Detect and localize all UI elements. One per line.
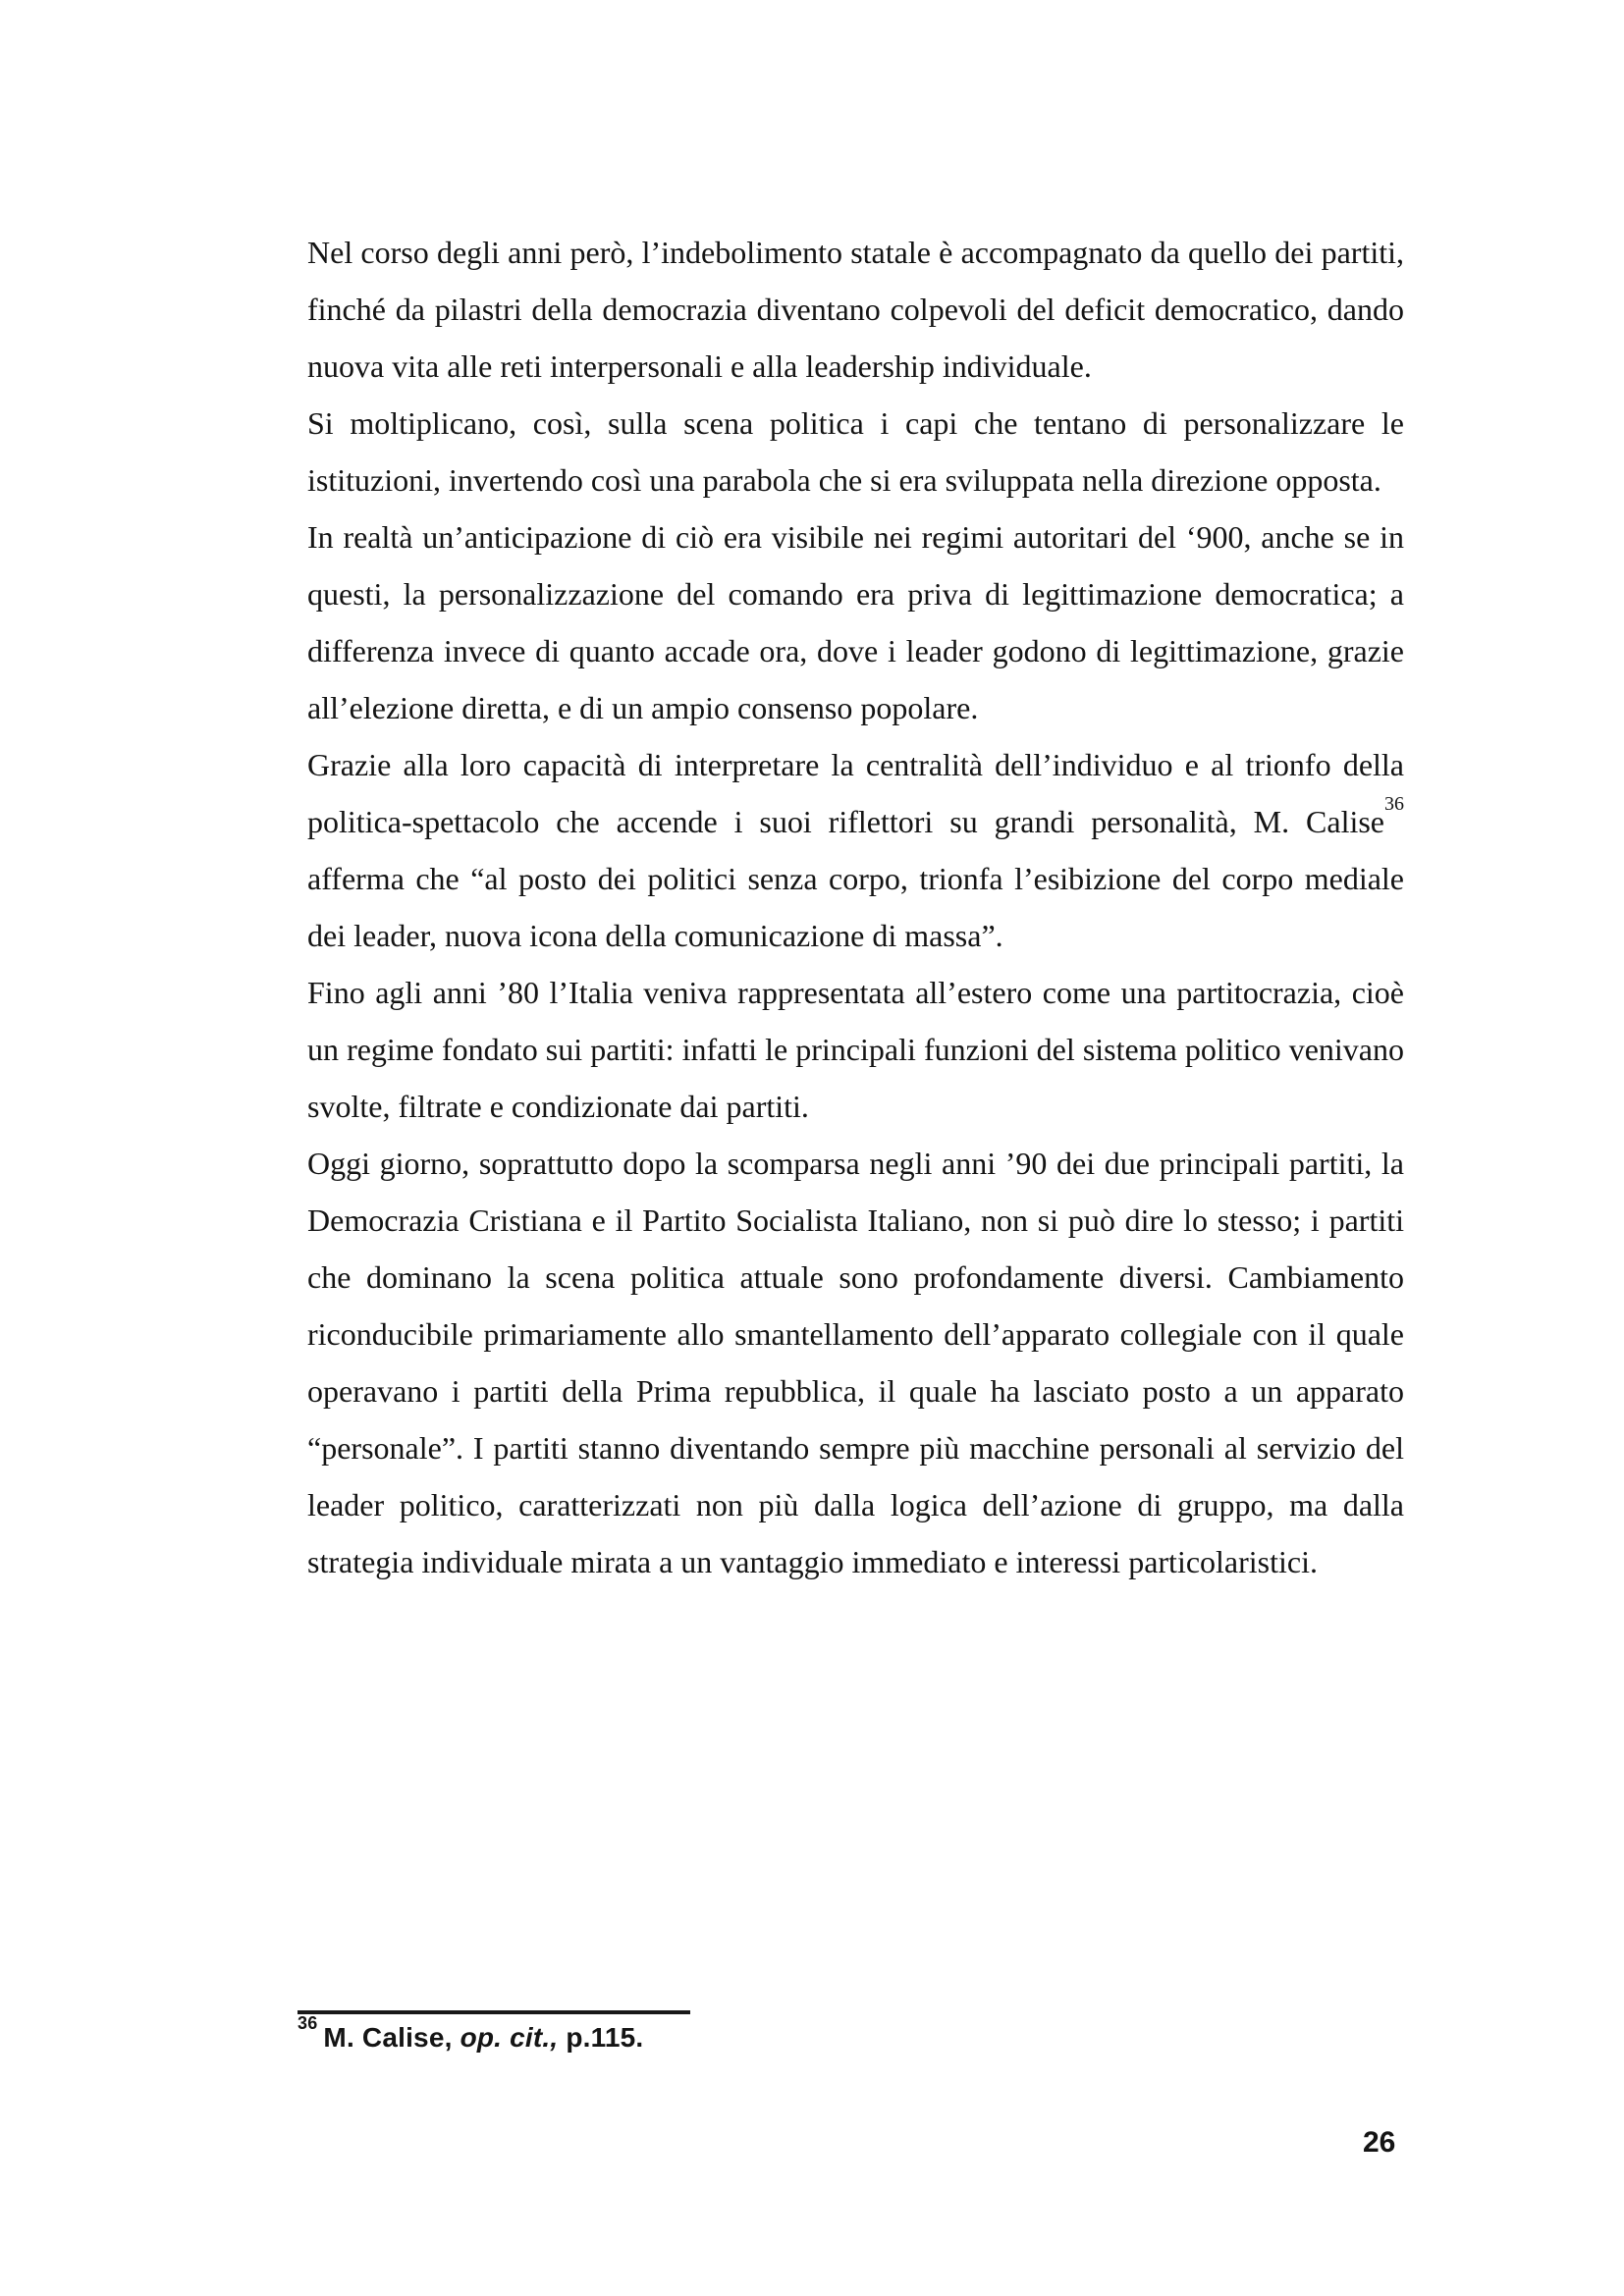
body-text-block — [307, 224, 1404, 1590]
footnote-marker: 36 — [298, 2012, 318, 2033]
footnote — [298, 2012, 690, 2054]
footnote-separator-rule — [298, 2010, 690, 2014]
paragraph: In realtà un’anticipazione di ciò era visibile nei regimi autoritari del ‘900, anche se in questi, la personalizzazione del comando era priva di legittimazione democratica; a differenza invece di quanto accade ora, dove i leader godono di legittimazione, grazie all’elezione diretta, e di un ampio consenso popolare. — [307, 519, 1404, 725]
footnote-work-italic: op. cit., — [460, 2022, 559, 2053]
page-number: 26 — [1363, 2126, 1396, 2159]
footnote-area — [298, 2010, 690, 2054]
paragraph — [307, 736, 1404, 964]
footnote-reference[interactable]: 36 — [1384, 793, 1404, 816]
paragraph: Oggi giorno, soprattutto dopo la scomparsa negli anni ’90 dei due principali partiti, la Democrazia Cristiana e il Partito Socialista Italiano, non si può dire lo stesso; i partiti che dominano la scena politica attuale sono profondamente diversi. Cambiamento riconducibile primariamente allo smantellamento dell’apparato collegiale con il quale operavano i partiti della Prima repubblica, il quale ha lasciato posto a un apparato “personale”. I partiti stanno diventando sempre più macchine personali al servizio del leader politico, caratterizzati non più dalla logica dell’azione di gruppo, ma dalla strategia individuale mirata a un vantaggio immediato e interessi particolaristici. — [307, 1146, 1404, 1579]
footnote-author: M. Calise, — [323, 2022, 460, 2053]
paragraph-text: Grazie alla loro capacità di interpretare la centralità dell’individuo e al trionfo della politica-spettacolo che accende i suoi riflettori su grandi personalità, M. Calise — [307, 747, 1404, 839]
paragraph-text: afferma che “al posto dei politici senza corpo, trionfa l’esibizione del corpo mediale dei leader, nuova icona della comunicazione di massa”. — [307, 861, 1404, 953]
paragraph: Nel corso degli anni però, l’indebolimento statale è accompagnato da quello dei partiti, finché da pilastri della democrazia diventano colpevoli del deficit democratico, dando nuova vita alle reti interpersonali e alla leadership individuale. — [307, 235, 1404, 384]
paragraph: Fino agli anni ’80 l’Italia veniva rappresentata all’estero come una partitocrazia, cioè un regime fondato sui partiti: infatti le principali funzioni del sistema politico venivano svolte, filtrate e condizionate dai partiti. — [307, 975, 1404, 1124]
paragraph: Si moltiplicano, così, sulla scena politica i capi che tentano di personalizzare le istituzioni, invertendo così una parabola che si era sviluppata nella direzione opposta. — [307, 405, 1404, 498]
footnote-page-ref: p.115. — [558, 2022, 644, 2053]
